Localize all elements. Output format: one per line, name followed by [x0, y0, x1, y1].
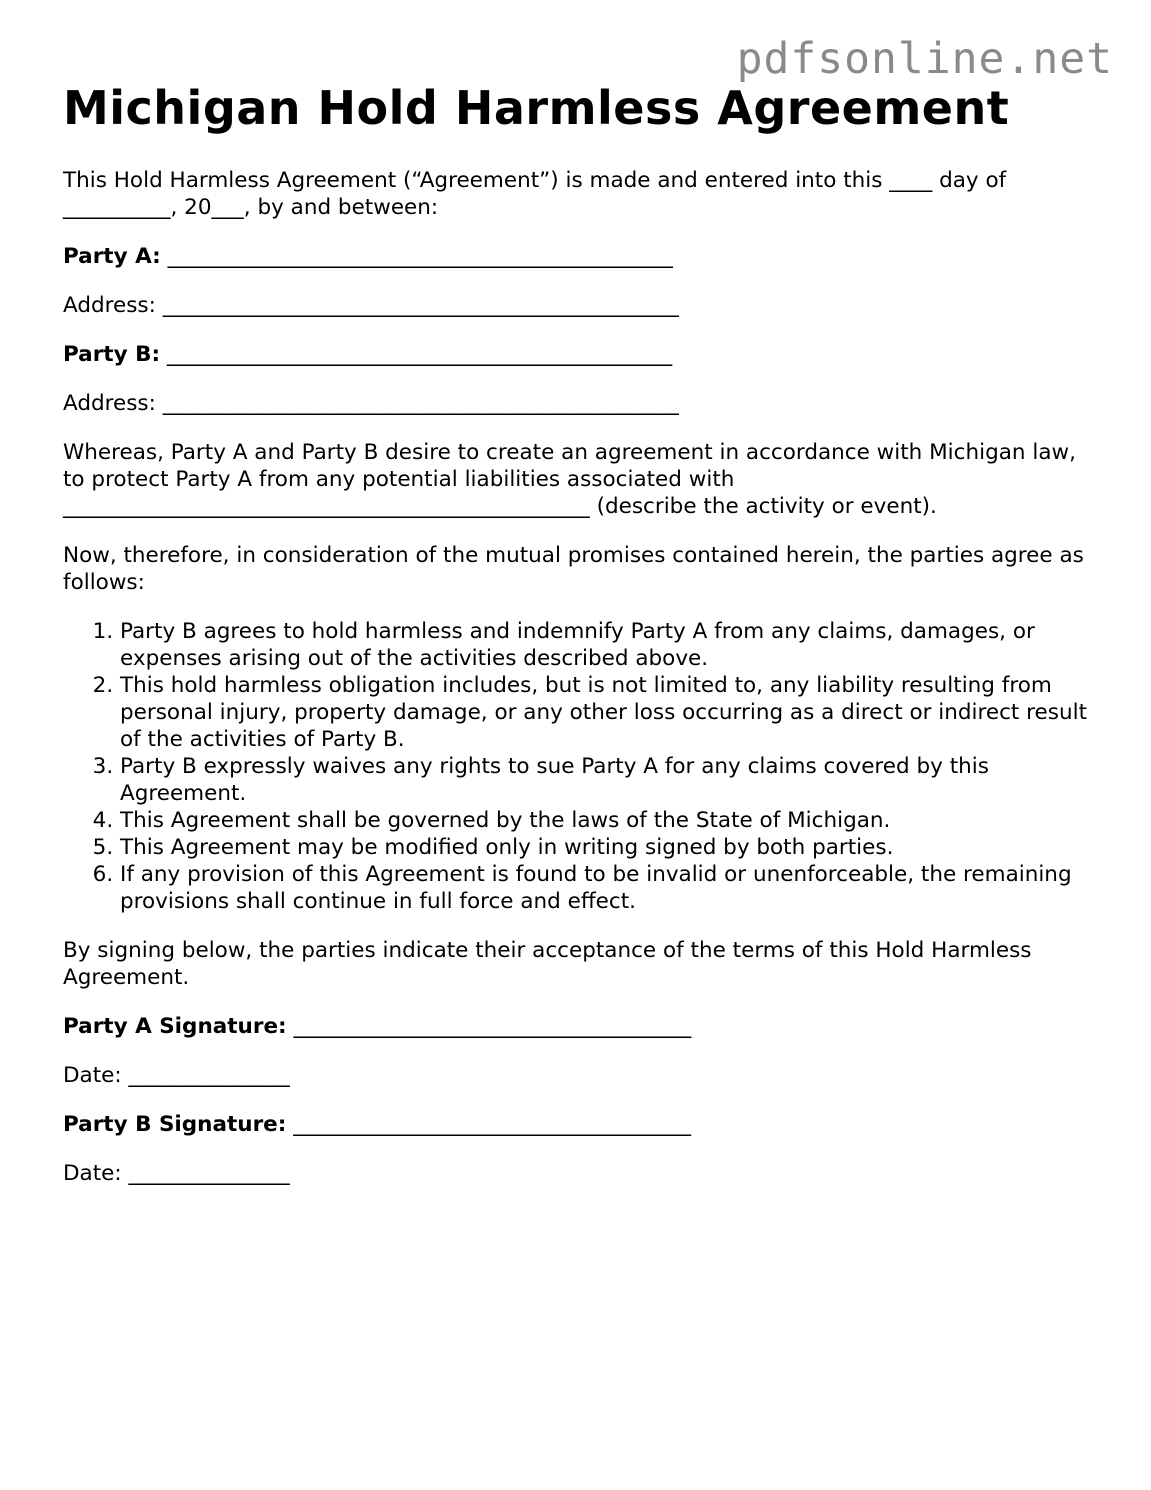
date-a-field — [63, 1062, 1103, 1089]
whereas-paragraph: Whereas, Party A and Party B desire to create an agreement in accordance with Michigan law, to protect Party A from any potential liabilities associated with _________________________________________________ (describe the activity or event). — [63, 440, 1076, 519]
term-item: 6. If any provision of this Agreement is found to be invalid or unenforceable, the remaining provisions shall continue in full force and effect. — [120, 861, 1103, 915]
term-item: 1. Party B agrees to hold harmless and indemnify Party A from any claims, damages, or expenses arising out of the activities described above. — [120, 618, 1103, 672]
now-therefore-paragraph: Now, therefore, in consideration of the mutual promises contained herein, the parties agree as follows: — [63, 543, 1084, 595]
date-b-field — [63, 1160, 1103, 1187]
party-b-field — [63, 341, 1103, 368]
address-b-field — [63, 390, 1103, 417]
address-a-field — [63, 292, 1103, 319]
term-item: 5. This Agreement may be modified only in writing signed by both parties. — [120, 834, 1103, 861]
document-page — [63, 80, 1103, 1187]
party-a-blank: _______________________________________________ — [167, 244, 673, 269]
signing-paragraph: By signing below, the parties indicate their acceptance of the terms of this Hold Harmless Agreement. — [63, 938, 1032, 990]
party-a-signature-blank: _____________________________________ — [293, 1014, 692, 1039]
watermark: pdfsonline.net — [736, 34, 1113, 84]
party-a-signature-field — [63, 1013, 1103, 1040]
party-b-label: Party B: — [63, 342, 161, 367]
party-a-label: Party A: — [63, 244, 161, 269]
terms-list — [63, 618, 1103, 915]
term-item: 2. This hold harmless obligation includes, but is not limited to, any liability resulting from personal injury, property damage, or any other loss occurring as a direct or indirect result of the activities of Party B. — [120, 672, 1103, 753]
document-title: Michigan Hold Harmless Agreement — [63, 81, 1010, 135]
address-b-blank: ________________________________________________ — [162, 391, 679, 416]
party-a-signature-label: Party A Signature: — [63, 1014, 287, 1039]
address-b-label: Address: — [63, 391, 156, 416]
party-a-field — [63, 243, 1103, 270]
party-b-signature-label: Party B Signature: — [63, 1112, 287, 1137]
date-b-label: Date: — [63, 1161, 122, 1186]
date-a-blank: _______________ — [128, 1063, 290, 1088]
address-a-blank: ________________________________________________ — [162, 293, 679, 318]
term-item: 3. Party B expressly waives any rights to sue Party A for any claims covered by this Agreement. — [120, 753, 1103, 807]
party-b-signature-blank: _____________________________________ — [293, 1112, 691, 1137]
party-b-signature-field — [63, 1111, 1103, 1138]
term-item: 4. This Agreement shall be governed by the laws of the State of Michigan. — [120, 807, 1103, 834]
date-a-label: Date: — [63, 1063, 122, 1088]
intro-paragraph: This Hold Harmless Agreement (“Agreement”) is made and entered into this ____ day of __________, 20___, by and between: — [63, 168, 1007, 220]
party-b-blank: _______________________________________________ — [166, 342, 673, 367]
date-b-blank: _______________ — [128, 1161, 290, 1186]
address-a-label: Address: — [63, 293, 156, 318]
